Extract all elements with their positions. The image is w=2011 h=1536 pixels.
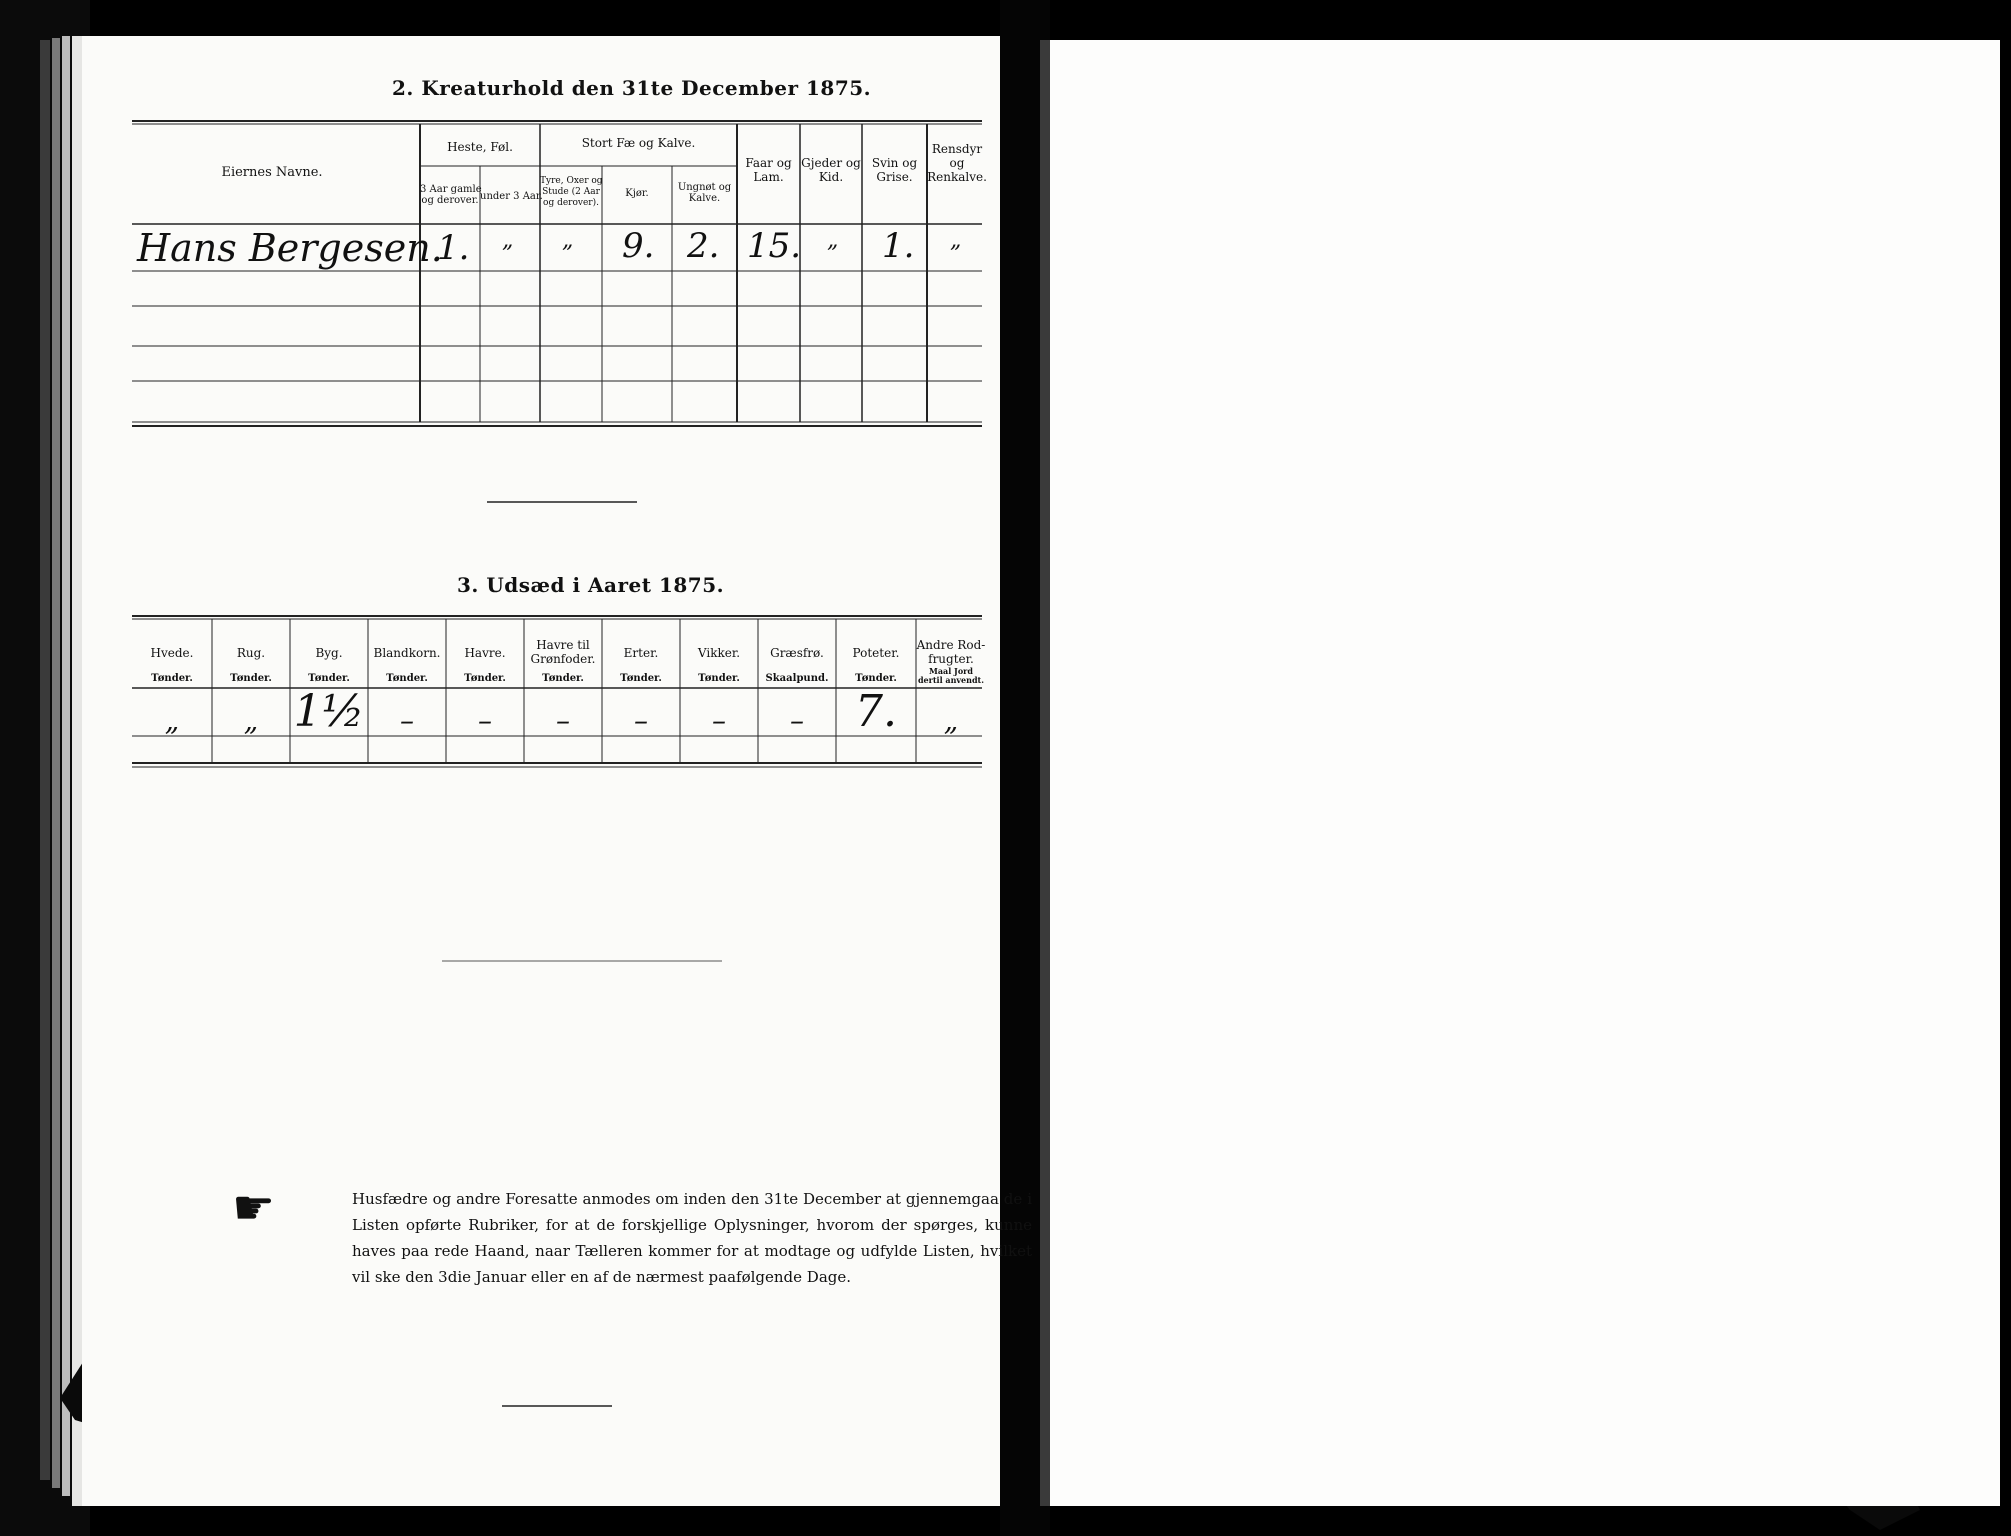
- owner-name: Hans Bergesen.: [137, 226, 443, 270]
- header-svin: Svin og Grise.: [871, 156, 918, 184]
- notice-text: Husfædre og andre Foresatte anmodes om inden den 31te December at gjennemgaa de i Listen opførte Rubriker, for at de forskjellige Oplysninger, hvorom der spørges, kunne haves paa rede Haand, naar Tælleren kommer for at modtage og udfylde Listen, hvilket vil ske den 3die Januar eller en af de nærmest paafølgende Dage.: [352, 1190, 1032, 1286]
- udsaed-value-7: –: [712, 704, 726, 737]
- udsaed-header-7: Vikker.: [697, 646, 741, 660]
- udsaed-value-2: 1½: [293, 686, 365, 737]
- header-ungnot: Ungnøt og Kalve.: [677, 182, 732, 204]
- value-gjeder: „: [827, 228, 839, 253]
- value-heste-under: „: [502, 228, 514, 253]
- header-eiernes-navne: Eiernes Navne.: [221, 165, 323, 180]
- header-heste-under3: under 3 Aar.: [480, 191, 543, 202]
- udsaed-value-1: „: [243, 704, 259, 737]
- udsaed-header-9: Poteter.: [852, 646, 900, 660]
- value-kjor: 9.: [622, 226, 655, 266]
- left-page: [82, 36, 1032, 1506]
- udsaed-header-2: Byg.: [315, 646, 343, 660]
- header-rensdyr: Rensdyr og Renkalve.: [927, 142, 987, 184]
- udsaed-unit-1: Tønder.: [230, 673, 272, 684]
- udsaed-header-1: Rug.: [236, 646, 266, 660]
- udsaed-unit-4: Tønder.: [464, 673, 506, 684]
- header-gjeder: Gjeder og Kid.: [801, 156, 861, 184]
- udsaed-header-10: Andre Rod- frugter.: [916, 638, 986, 666]
- header-kjor: Kjør.: [625, 188, 649, 199]
- udsaed-header-8: Græsfrø.: [770, 646, 824, 660]
- pointing-hand-icon: ☛: [232, 1180, 276, 1236]
- value-rensdyr: „: [950, 228, 962, 253]
- udsaed-unit-5: Tønder.: [542, 673, 584, 684]
- udsaed-header-6: Erter.: [623, 646, 659, 660]
- udsaed-unit-2: Tønder.: [308, 673, 350, 684]
- udsaed-unit-3: Tønder.: [386, 673, 428, 684]
- value-heste-3aar: 1.: [437, 228, 470, 268]
- udsaed-value-0: „: [164, 704, 180, 737]
- value-tyre: „: [562, 228, 574, 253]
- udsaed-value-6: –: [634, 704, 648, 737]
- udsaed-unit-8: Skaalpund.: [765, 673, 829, 684]
- header-faar: Faar og Lam.: [745, 156, 792, 184]
- section-3-title: 3. Udsæd i Aaret 1875.: [457, 573, 725, 597]
- header-stort-fae: Stort Fæ og Kalve.: [581, 136, 696, 150]
- value-ungnot: 2.: [687, 226, 720, 266]
- header-heste-3aar: 3 Aar gamle og derover.: [420, 184, 482, 206]
- section-2-title: 2. Kreaturhold den 31te December 1875.: [392, 76, 872, 100]
- header-tyre: Tyre, Oxer og Stude (2 Aar og derover).: [540, 176, 603, 208]
- value-svin: 1.: [882, 226, 915, 266]
- udsaed-value-4: –: [478, 704, 492, 737]
- udsaed-value-10: „: [943, 704, 959, 737]
- right-page: [1050, 40, 2000, 1506]
- udsaed-unit-7: Tønder.: [698, 673, 740, 684]
- header-heste: Heste, Føl.: [447, 140, 513, 154]
- udsaed-value-9: 7.: [855, 686, 897, 737]
- value-faar: 15.: [747, 226, 802, 266]
- udsaed-header-0: Hvede.: [150, 646, 194, 660]
- udsaed-header-4: Havre.: [464, 646, 506, 660]
- udsaed-value-5: –: [556, 704, 570, 737]
- udsaed-unit-10: Maal Jord dertil anvendt.: [917, 666, 985, 685]
- udsaed-unit-0: Tønder.: [151, 673, 193, 684]
- udsaed-value-8: –: [790, 704, 804, 737]
- udsaed-header-5: Havre til Grønfoder.: [530, 638, 596, 666]
- udsaed-header-3: Blandkorn.: [373, 646, 441, 660]
- udsaed-value-3: –: [400, 704, 414, 737]
- udsaed-unit-9: Tønder.: [855, 673, 897, 684]
- udsaed-unit-6: Tønder.: [620, 673, 662, 684]
